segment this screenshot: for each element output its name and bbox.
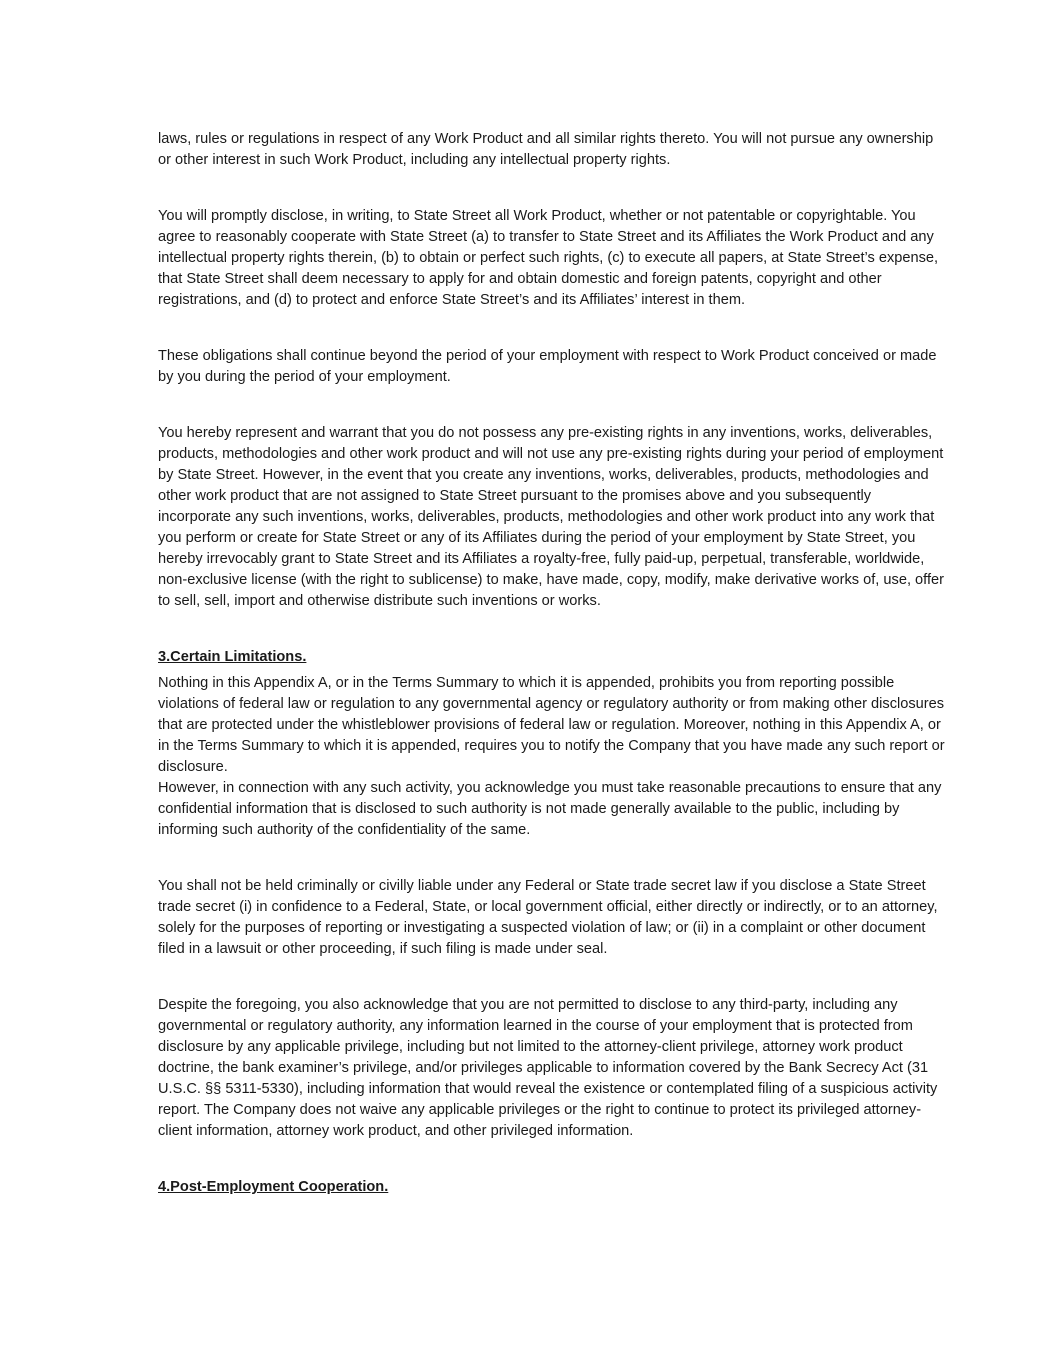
section-4-header (158, 1177, 946, 1198)
paragraph-precautions: However, in connection with any such activity, you acknowledge you must take reasonable precautions to ensure that any confidential information that is disclosed to such authority is not made generally available to the public, including by informing such authority of the confidentiality of the same. (158, 780, 942, 838)
section-heading: 3.Certain Limitations. (158, 649, 307, 665)
paragraph-privilege: Despite the foregoing, you also acknowledge that you are not permitted to disclose to any third-party, including any governmental or regulatory authority, any information learned in the course of your employment that is protected from disclosure by any applicable privilege, including but not limited to the attorney-client privilege, attorney work product doctrine, the bank examiner’s privilege, and/or privileges applicable to information covered by the Bank Secrecy Act (31 U.S.C. §§ 5311-5330), including information that would reveal the existence or contemplated filing of a suspicious activity report. The Company does not waive any applicable privileges or the right to continue to protect its privileged attorney-client information, attorney work product, and other privileged information. (158, 997, 938, 1139)
paragraph-continuing-obligations: These obligations shall continue beyond the period of your employment with respect to Work Product conceived or made by you during the period of your employment. (158, 348, 937, 385)
paragraph-whistleblower: Nothing in this Appendix A, or in the Terms Summary to which it is appended, prohibits you from reporting possible violations of federal law or regulation to any governmental agency or regulatory authority or from making other disclosures that are protected under the whistleblower provisions of federal law or regulation. Moreover, nothing in this Appendix A, or in the Terms Summary to which it is appended, requires you to notify the Company that you have made any such report or disclosure. (158, 675, 945, 775)
document-body (158, 129, 946, 1203)
section-3-header (158, 647, 946, 668)
section-heading: 4.Post-Employment Cooperation. (158, 1179, 389, 1195)
paragraph-disclosure-obligation: You will promptly disclose, in writing, to State Street all Work Product, whether or not patentable or copyrightable. You agree to reasonably cooperate with State Street (a) to transfer to State Street and its Affiliates the Work Product and any intellectual property rights therein, (b) to obtain or perfect such rights, (c) to execute all papers, at State Street’s expense, that State Street shall deem necessary to apply for and obtain domestic and foreign patents, copyright and other registrations, and (d) to protect and enforce State Street’s and its Affiliates’ interest in them. (158, 208, 939, 308)
paragraph-trade-secret-immunity: You shall not be held criminally or civilly liable under any Federal or State trade secret law if you disclose a State Street trade secret (i) in confidence to a Federal, State, or local government official, either directly or indirectly, or to an attorney, solely for the purposes of reporting or investigating a suspected violation of law; or (ii) in a complaint or other document filed in a lawsuit or other proceeding, if such filing is made under seal. (158, 878, 938, 957)
paragraph-pre-existing-rights: You hereby represent and warrant that you do not possess any pre-existing rights in any inventions, works, deliverables, products, methodologies and other work product and will not use any pre-existing rights during your period of employment by State Street. However, in the event that you create any inventions, works, deliverables, products, methodologies and other work product that are not assigned to State Street pursuant to the promises above and you subsequently incorporate any such inventions, works, deliverables, products, methodologies and other work product into any work that you perform or create for State Street or any of its Affiliates during the period of your employment by State Street, you hereby irrevocably grant to State Street and its Affiliates a royalty-free, fully paid-up, perpetual, transferable, worldwide, non-exclusive license (with the right to sublicense) to make, have made, copy, modify, make derivative works of, use, offer to sell, sell, import and otherwise distribute such inventions or works. (158, 425, 944, 609)
paragraph-work-product-rights: laws, rules or regulations in respect of any Work Product and all similar rights thereto. You will not pursue any ownership or other interest in such Work Product, including any intellectual property rights. (158, 131, 934, 168)
